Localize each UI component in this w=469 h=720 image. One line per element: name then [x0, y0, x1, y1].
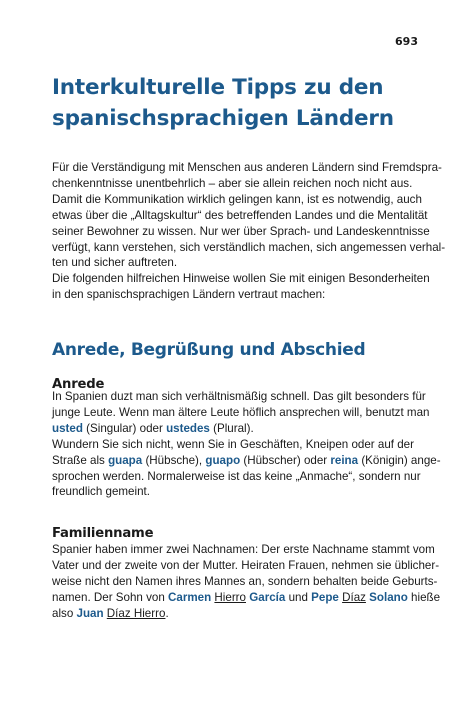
spanish-name: Carmen: [168, 590, 212, 604]
text-line: Vater und der zweite von der Mutter. Heiraten Frauen, nehmen sie üblicher-: [52, 558, 440, 572]
intro-paragraph: [52, 160, 445, 303]
intro-line: seiner Bewohner zu wissen. Nur wer über Sprach- und Landeskenntnisse: [52, 224, 430, 238]
subheading-familienname: Familienname: [52, 526, 154, 541]
subheading-anrede: Anrede: [52, 377, 105, 392]
intro-line: Damit die Kommunikation wirklich gelingen kann, ist es notwendig, auch: [52, 192, 422, 206]
text-run: Straße als: [52, 453, 109, 467]
text-line: Wundern Sie sich nicht, wenn Sie in Geschäften, Kneipen oder auf der: [52, 437, 414, 451]
text-line: [52, 590, 440, 606]
text-run: und: [285, 590, 312, 604]
intro-line: chenkenntnisse unentbehrlich – aber sie allein reichen noch nicht aus.: [52, 176, 413, 190]
text-run: .: [165, 606, 169, 620]
text-run: (Königin) ange-: [358, 453, 441, 467]
spanish-term: ustedes: [166, 421, 210, 435]
text-line: sprochen werden. Normalerweise ist das keine „Anmache“, sondern nur: [52, 469, 421, 483]
underlined-surname: Hierro: [214, 590, 246, 604]
familienname-paragraph: [52, 542, 440, 622]
text-run: (Hübsche),: [142, 453, 206, 467]
text-line: [52, 421, 441, 437]
text-run: namen. Der Sohn von: [52, 590, 169, 604]
text-line: [52, 606, 440, 622]
text-line: In Spanien duzt man sich verhältnismäßig schnell. Das gilt besonders für: [52, 390, 426, 403]
intro-line: verfügt, kann verstehen, sich verständlich machen, sich angemessen verhal-: [52, 240, 446, 254]
section-title: Anrede, Begrüßung und Abschied: [52, 340, 366, 360]
text-line: [52, 453, 441, 469]
text-run: also: [52, 606, 77, 620]
spanish-term: guapa: [108, 453, 143, 467]
text-run: (Singular) oder: [82, 421, 167, 435]
text-run: (Plural).: [209, 421, 254, 435]
text-line: Spanier haben immer zwei Nachnamen: Der erste Nachname stammt vom: [52, 543, 435, 556]
spanish-name: Pepe: [311, 590, 339, 604]
anrede-paragraph: [52, 389, 441, 500]
spanish-term: guapo: [205, 453, 241, 467]
text-line: weise nicht den Namen ihres Mannes an, sondern behalten beide Geburts-: [52, 574, 438, 588]
spanish-term: reina: [330, 453, 359, 467]
spanish-name: Juan: [76, 606, 104, 620]
page-number: 693: [395, 35, 418, 48]
chapter-title: Interkulturelle Tipps zu den spanischsprachigen Ländern: [52, 75, 394, 131]
underlined-surname: Díaz Hierro: [106, 606, 166, 620]
text-run: hieße: [407, 590, 441, 604]
text-line: junge Leute. Wenn man ältere Leute höflich ansprechen will, benutzt man: [52, 405, 430, 419]
underlined-surname: Díaz: [342, 590, 366, 604]
intro-line: etwas über die „Alltagskultur“ des betreffenden Landes und die Mentalität: [52, 208, 428, 222]
intro-line: ten und sicher auftreten.: [52, 256, 178, 270]
intro-line: in den spanischsprachigen Ländern vertraut machen:: [52, 288, 326, 302]
intro-line: Die folgenden hilfreichen Hinweise wollen Sie mit einigen Besonderheiten: [52, 272, 430, 286]
spanish-name: García: [249, 590, 286, 604]
spanish-name: Solano: [369, 590, 408, 604]
intro-line: Für die Verständigung mit Menschen aus anderen Ländern sind Fremdspra-: [52, 161, 442, 174]
text-line: freundlich gemeint.: [52, 485, 150, 499]
text-run: (Hübscher) oder: [240, 453, 331, 467]
spanish-term: usted: [52, 421, 83, 435]
